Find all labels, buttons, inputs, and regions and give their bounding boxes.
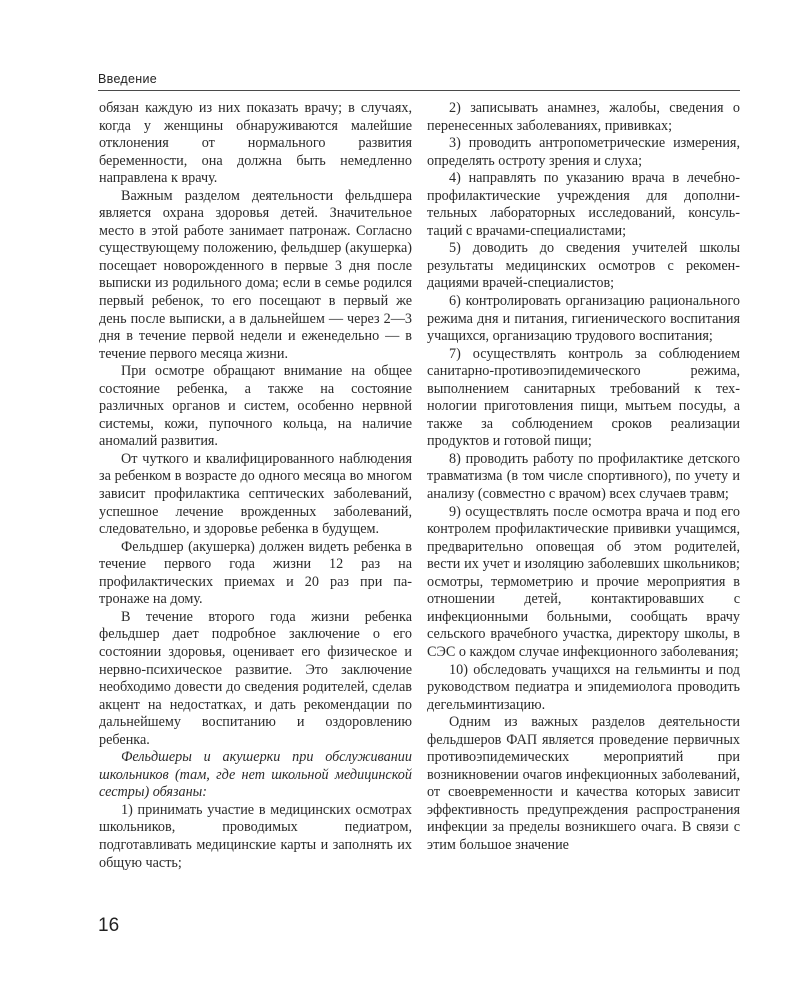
- paragraph: Важным разделом деятельности фельдшера является охрана здоровья детей. Значительное место в этой работе занимает патронаж. Согласно существующему положению, фельдшер (акушерка) посещает новорожденного в первые 3 дня после выписки из родильного дома; если в семье родился первый ребенок, то его посещают в первый же день после выписки, а в дальнейшем — через 2—3 дня в течение первой недели и еженедельно — в течение первого месяца жизни.: [99, 187, 412, 362]
- italic-paragraph: Фельдшеры и акушерки при обслуживании школьников (там, где нет школьной медицинской сестры) обязаны:: [99, 749, 412, 801]
- list-item: 6) контролировать организацию рационального режима дня и питания, гигиенического воспитания учащихся, организацию трудового воспитания;: [427, 293, 740, 345]
- list-item: 10) обследовать учащихся на гельминты и под руководством педиатра и эпидемиолога проводить дегельминтизацию.: [427, 661, 740, 713]
- list-item: 2) записывать анамнез, жалобы, сведения о перенесенных заболеваниях, прививках;: [427, 100, 740, 134]
- paragraph: Фельдшер (акушерка) должен видеть ребенка в течение первого года жизни 12 раз на профилактических приемах и 20 раз при патронаже на дому.: [99, 538, 412, 608]
- page-number: 16: [98, 915, 120, 936]
- list-item: 9) осуществлять после осмотра врача и под его контролем профилактические прививки учащимся, предварительно оповещая об этом родителей, вести их учет и изоляцию заболевших школьников; осмотры, термометрию и прочие мероприятия в отношении детей, контактировавших с инфекционными больными, сообщать врачу сельского врачебного участка, директору школы, в СЭС о каждом случае инфекционного заболевания;: [427, 503, 740, 660]
- paragraph: обязан каждую из них показать врачу; в случаях, когда у женщины обнаруживаются малейшие отклонения от нормального развития беременности, она должна быть немедленно направлена к врачу.: [99, 100, 412, 187]
- chapter-title: Введение: [98, 72, 157, 86]
- paragraph: От чуткого и квалифицированного наблюдения за ребенком в возрасте до одного месяца во многом зависит профилактика септических заболеваний, успешное лечение врожденных заболеваний, следовательно, и здоровье ребенка в будущем.: [99, 450, 412, 538]
- paragraph: При осмотре обращают внимание на общее состояние ребенка, а также на состояние различных органов и систем, особенно нервной системы, кожи, пупочного кольца, на наличие аномалий развития.: [99, 363, 412, 450]
- list-item: 7) осуществлять контроль за соблюдением санитарно-противоэпидемического режима, выполнением санитарных требований к технологии приготовления пищи, мытьем посуды, а также за соблюдением сроков реализации продуктов и готовой пищи;: [427, 345, 740, 450]
- list-item: 4) направлять по указанию врача в лечебно-профилактические учреждения для дополнительных лабораторных исследований, консультаций с врачами-специалистами;: [427, 170, 740, 239]
- left-column: [99, 100, 412, 872]
- list-item: 8) проводить работу по профилактике детского травматизма (в том числе спортивного), по учету и анализу (совместно с врачом) всех случаев травм;: [427, 450, 740, 503]
- list-item: 1) принимать участие в медицинских осмотрах школьников, проводимых педиатром, подготавливать медицинские карты и заполнять их общую часть;: [99, 801, 412, 871]
- paragraph: В течение второго года жизни ребенка фельдшер дает подробное заключение о его состоянии здоровья, оценивает его физическое и нервно-психическое развитие. Это заключение необходимо довести до сведения родителей, сделав акцент на недостатках, и дать рекомендации по дальнейшему воспитанию и оздоровлению ребенка.: [99, 608, 412, 748]
- list-item: 5) доводить до сведения учителей школы результаты медицинских осмотров с рекомендациями врачей-специалистов;: [427, 240, 740, 292]
- paragraph: Одним из важных разделов деятельности фельдшеров ФАП является проведение первичных противоэпидемических мероприятий при возникновении очагов инфекционных заболеваний, от своевременности и качества которых зависит эффективность предупреждения распространения инфекции за пределы возникшего очага. В связи с этим большое значение: [427, 714, 740, 853]
- running-header: [98, 70, 740, 91]
- right-column: [427, 100, 740, 855]
- list-item: 3) проводить антропометрические измерения, определять остроту зрения и слуха;: [427, 135, 740, 169]
